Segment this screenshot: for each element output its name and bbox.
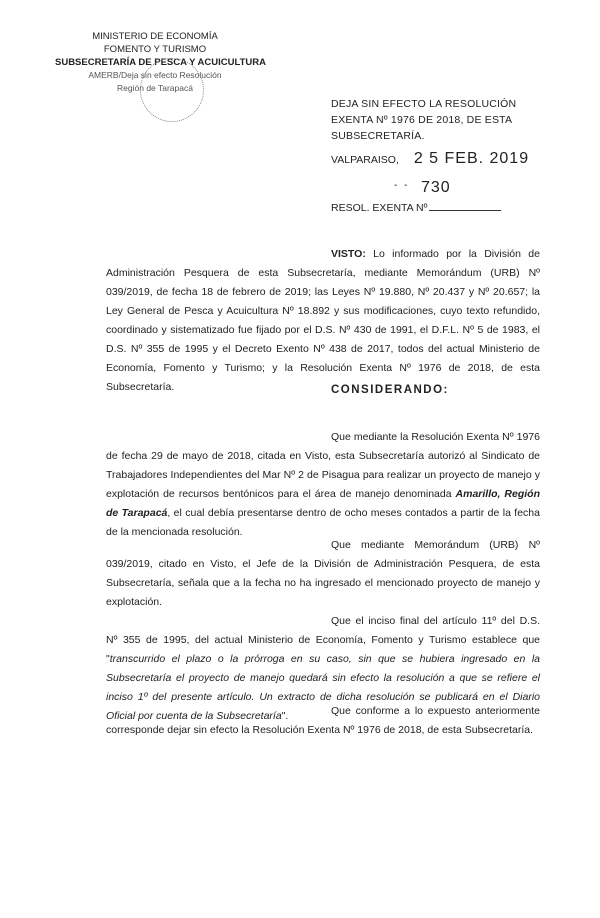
- paragraph-3-text-a: 355 de 1995, del actual Ministerio de Economía, Fomento y Turismo establece que ": [106, 634, 540, 665]
- official-seal-stamp: [140, 58, 204, 122]
- file-reference: AMERB/Deja sin efecto Resolución: [88, 70, 222, 80]
- paragraph-2-text: 039/2019, citado en Visto, el Jefe de la División de Administración Pesquera, de esta Subsecretaría, señala que a la fecha no ha ingresado el mencionado proyecto de manejo y explotación.: [106, 558, 540, 608]
- legal-quote: transcurrido el plazo o la prórroga en su caso, sin que se hubiera ingresado en la Subsecretaría el proyecto de manejo quedará sin efecto la resolución a que se refiere el inciso 1º del presente artículo. Un extracto de dicha resolución se publicará en el Diario Oficial por cuenta de la Subsecretaría: [106, 653, 540, 722]
- paragraph-1-text-a: fecha 29 de mayo de 2018, citada en Visto, esta Subsecretaría autorizó al Sindicato de Trabajadores Independientes del Mar Nº 2 de Pisagua para realizar un proyecto de manejo y explotación de recursos bentónicos para el área de manejo denominada: [106, 450, 540, 500]
- place: VALPARAISO,: [331, 154, 399, 166]
- paragraph-4: [106, 702, 540, 740]
- place-and-date: [331, 150, 529, 168]
- region-reference: Región de Tarapacá: [117, 83, 193, 93]
- subsecretaria-name: SUBSECRETARÍA DE PESCA Y ACUICULTURA: [55, 57, 266, 68]
- visto-text: Lo informado por la División de Administración Pesquera de esta Subsecretaría, mediante Memorándum (URB) Nº 039/2019, de fecha 18 de febrero de 2019; las Leyes Nº 19.880, Nº 20.437 y Nº 20.657; la Ley General de Pesca y Acuicultura Nº 18.892 y sus modificaciones, cuyo texto refundido, coordinado y sistematizado fue fijado por el D.S. Nº 430 de 1991, el D.F.L. Nº 5 de 1983, el D.S. Nº 355 de 1995 y el Decreto Exento Nº 438 de 2017, todos del actual Ministerio de Economía, Fomento y Turismo; y la Resolución Exenta Nº 1976 de 2018, de esta Subsecretaría.: [106, 248, 540, 393]
- number-blank-line: [429, 210, 501, 211]
- resolution-number-line: [331, 179, 501, 214]
- resolution-number: 730: [421, 179, 451, 196]
- paragraph-1: [106, 428, 540, 542]
- ministry-name: MINISTERIO DE ECONOMÍA: [92, 31, 218, 42]
- paragraph-2-lead: Que mediante Memorándum (URB) Nº: [331, 539, 540, 551]
- paragraph-1-lead: Que mediante la Resolución Exenta Nº 1976 de: [106, 431, 540, 462]
- considerando-heading: CONSIDERANDO:: [331, 384, 449, 396]
- resolution-dash: - -: [394, 180, 410, 191]
- paragraph-1-text-b: , el cual debía presentarse dentro de ocho meses contados a partir de la fecha de la mencionada resolución.: [106, 507, 540, 538]
- paragraph-3-text-b: ".: [281, 710, 289, 722]
- paragraph-3-lead: Que el inciso final del artículo 11º del D.S. Nº: [106, 615, 540, 646]
- resolution-label: RESOL. EXENTA Nº: [331, 202, 428, 214]
- resolution-subject: DEJA SIN EFECTO LA RESOLUCIÓN EXENTA Nº 1976 DE 2018, DE ESTA SUBSECRETARÍA.: [331, 98, 517, 142]
- visto-label: VISTO:: [331, 248, 366, 260]
- paragraph-2: [106, 536, 540, 612]
- visto-section: [106, 245, 540, 397]
- ministry-subtitle: FOMENTO Y TURISMO: [103, 44, 207, 55]
- stamped-date: 2 5 FEB. 2019: [413, 150, 530, 167]
- paragraph-4-lead: Que conforme a lo expuesto anteriormente: [331, 705, 540, 717]
- area-name: Amarillo, Región de Tarapacá: [106, 488, 540, 519]
- paragraph-4-text: corresponde dejar sin efecto la Resolución Exenta Nº 1976 de 2018, de esta Subsecretaría.: [106, 724, 534, 736]
